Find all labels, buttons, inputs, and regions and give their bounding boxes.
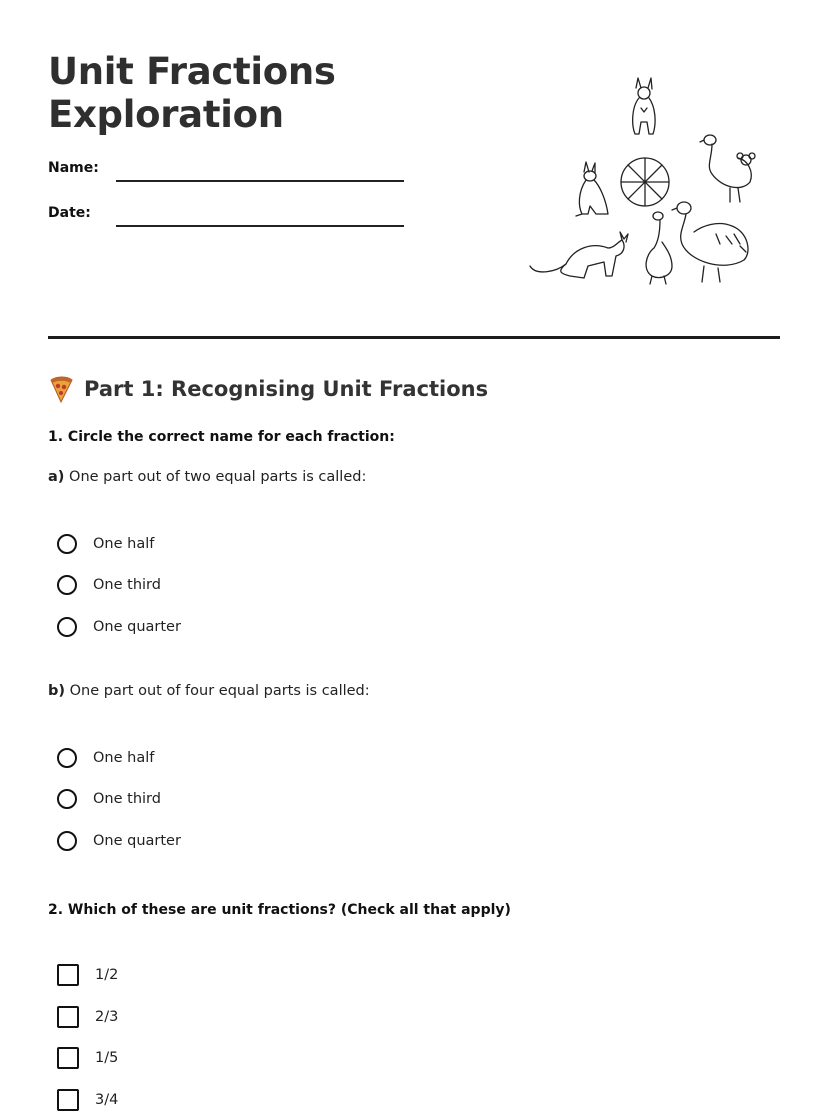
radio-option-label: One half <box>93 750 155 766</box>
checkbox[interactable] <box>57 1047 79 1069</box>
wallaby-icon <box>576 162 608 216</box>
radio-option[interactable] <box>57 828 181 854</box>
radio-option[interactable] <box>57 531 154 557</box>
emu-small-icon <box>646 212 672 284</box>
name-field-line[interactable] <box>116 180 404 182</box>
radio-option[interactable] <box>57 614 181 640</box>
radio-circle[interactable] <box>57 617 77 637</box>
question-1b <box>48 683 370 699</box>
date-field-line[interactable] <box>116 225 404 227</box>
name-field-row <box>48 160 408 184</box>
name-label: Name: <box>48 160 99 176</box>
question-2-prompt: 2. Which of these are unit fractions? (Check all that apply) <box>48 902 511 918</box>
radio-option-label: One quarter <box>93 619 181 635</box>
section-divider <box>48 336 780 339</box>
radio-circle[interactable] <box>57 575 77 595</box>
bilby-icon <box>530 232 628 278</box>
emu-koala-icon <box>700 135 755 202</box>
question-1-prompt: 1. Circle the correct name for each fraction: <box>48 429 395 445</box>
page-title <box>48 50 336 136</box>
question-1a <box>48 469 366 485</box>
part1-heading-text: Part 1: Recognising Unit Fractions <box>84 377 489 401</box>
radio-circle[interactable] <box>57 748 77 768</box>
question-1b-text: One part out of four equal parts is called: <box>69 683 370 699</box>
part1-heading <box>48 374 488 404</box>
radio-option[interactable] <box>57 786 161 812</box>
australian-animals-illustration <box>526 76 758 288</box>
checkbox-option-label: 1/2 <box>95 967 119 983</box>
radio-option[interactable] <box>57 745 154 771</box>
checkbox-option[interactable] <box>57 962 118 988</box>
date-field-row <box>48 205 408 229</box>
pizza-icon <box>48 375 74 403</box>
checkbox[interactable] <box>57 1006 79 1028</box>
date-label: Date: <box>48 205 91 221</box>
fraction-wheel-icon <box>621 158 669 206</box>
radio-option-label: One third <box>93 791 161 807</box>
question-1a-letter: a) <box>48 469 65 485</box>
radio-option-label: One third <box>93 577 161 593</box>
title-line-2: Exploration <box>48 93 284 136</box>
checkbox-option[interactable] <box>57 1004 118 1030</box>
title-line-1: Unit Fractions <box>48 50 336 93</box>
radio-circle[interactable] <box>57 789 77 809</box>
checkbox-option-label: 3/4 <box>95 1092 119 1108</box>
checkbox[interactable] <box>57 1089 79 1111</box>
radio-option[interactable] <box>57 572 161 598</box>
checkbox-option-label: 1/5 <box>95 1050 119 1066</box>
radio-circle[interactable] <box>57 534 77 554</box>
radio-option-label: One half <box>93 536 155 552</box>
question-1a-text: One part out of two equal parts is called: <box>69 469 367 485</box>
checkbox-option[interactable] <box>57 1087 118 1113</box>
radio-circle[interactable] <box>57 831 77 851</box>
checkbox-option-label: 2/3 <box>95 1009 119 1025</box>
kangaroo-icon <box>633 78 655 134</box>
radio-option-label: One quarter <box>93 833 181 849</box>
question-1b-letter: b) <box>48 683 66 699</box>
checkbox[interactable] <box>57 964 79 986</box>
emu-large-icon <box>672 202 748 282</box>
checkbox-option[interactable] <box>57 1045 118 1071</box>
